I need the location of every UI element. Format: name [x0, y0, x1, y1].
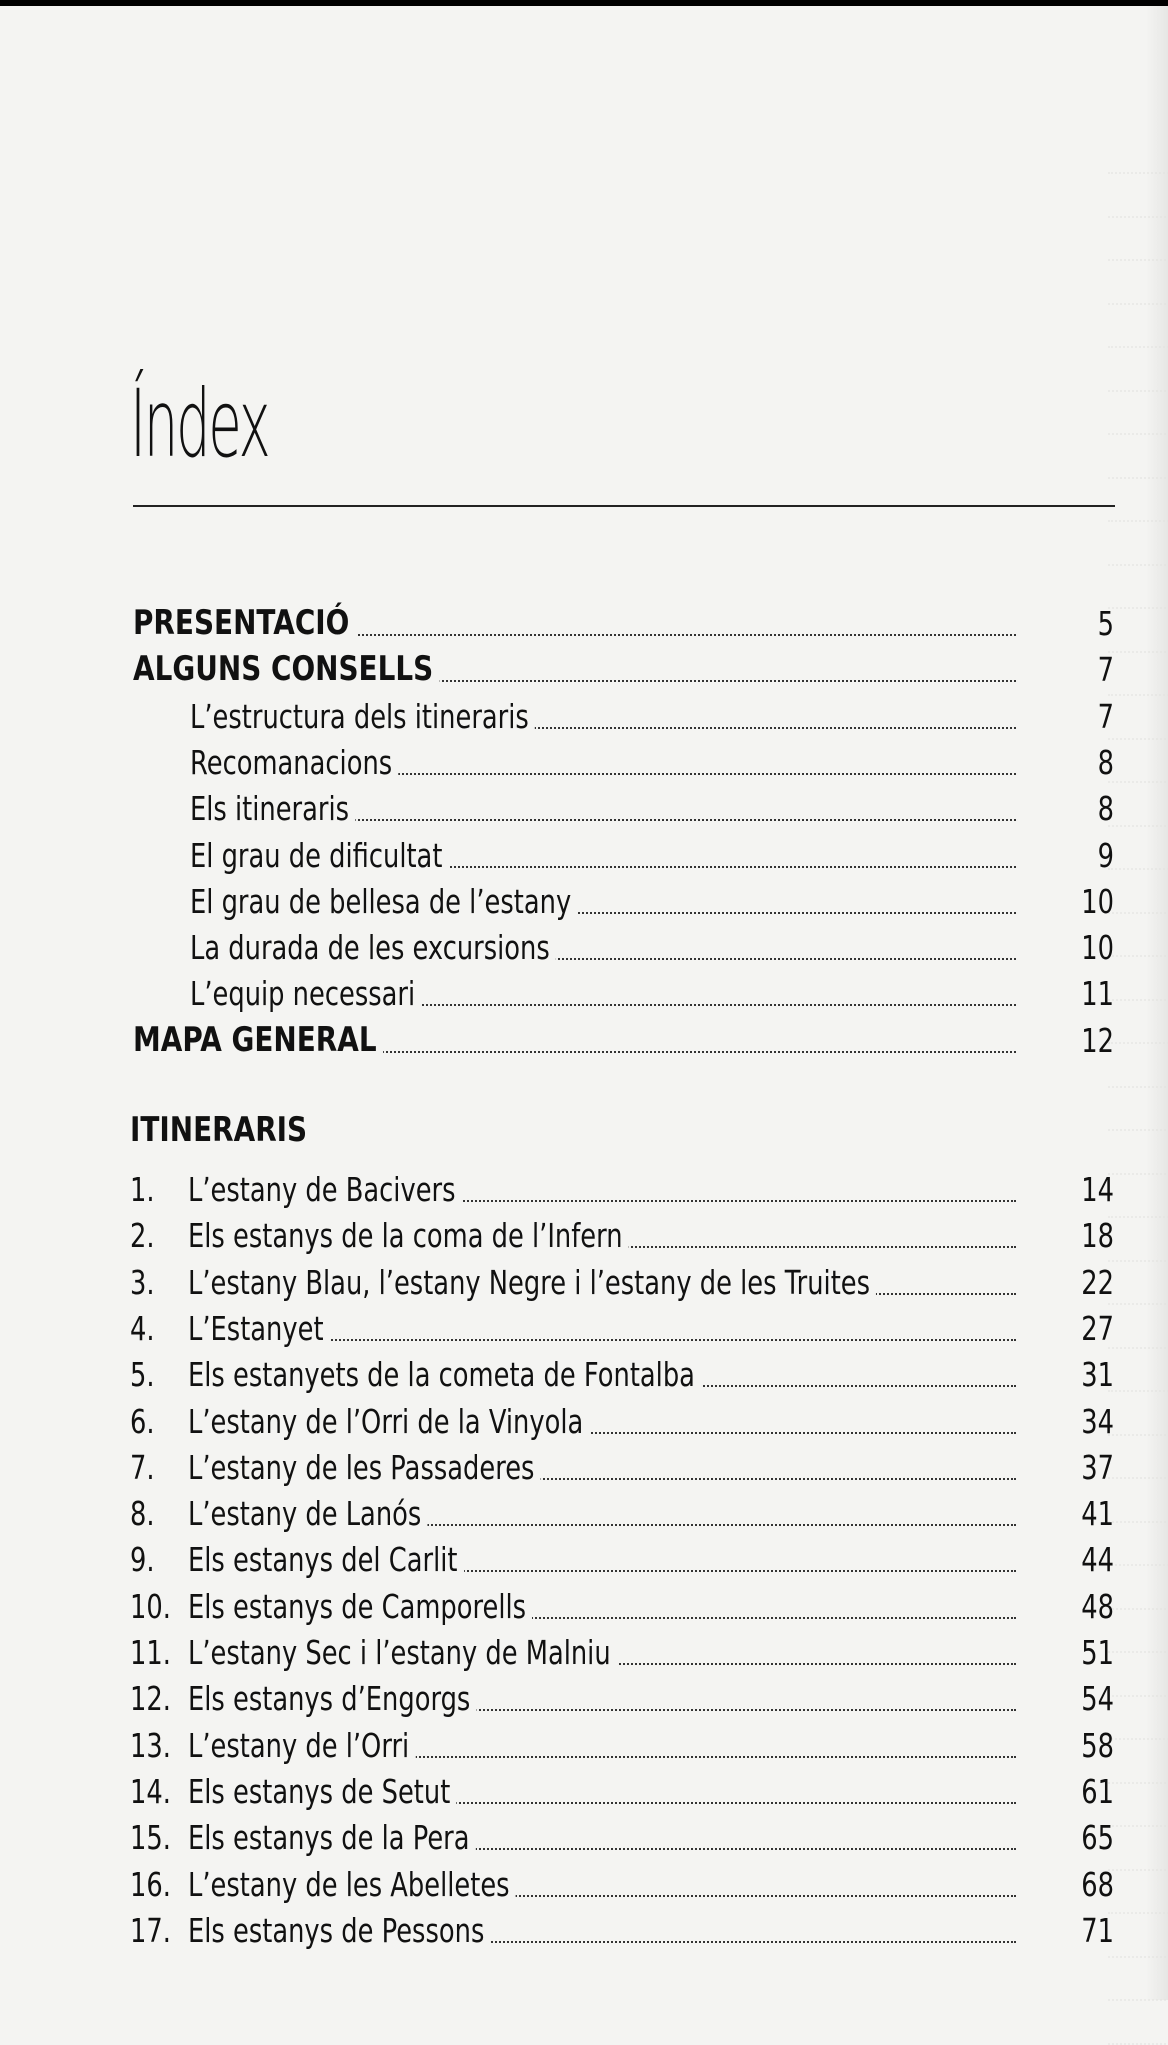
toc-entry[interactable] — [0, 597, 1168, 643]
toc-entry-page: 7 — [1097, 650, 1114, 690]
toc-entry-title: L’estany de l’Orri de la Vinyola — [188, 1403, 589, 1441]
toc-entry-number: 3. — [130, 1262, 155, 1302]
toc-entry-page: 18 — [1081, 1216, 1114, 1256]
toc-entry-title: El grau de bellesa de l’estany — [190, 883, 577, 921]
toc-entry[interactable] — [0, 1209, 1168, 1255]
bleed-through-line — [1108, 1999, 1168, 2045]
toc-entry-number: 12. — [130, 1679, 171, 1719]
toc-entry-number: 11. — [130, 1633, 171, 1672]
toc-entry-page: 7 — [1097, 696, 1114, 736]
toc-entry-title: MAPA GENERAL — [133, 1021, 383, 1060]
toc-entry-number: 2. — [130, 1216, 155, 1256]
toc-entry-title: Els estanyets de la cometa de Fontalba — [188, 1356, 701, 1394]
toc-entry-title: PRESENTACIÓ — [133, 604, 356, 643]
toc-entry[interactable] — [0, 1256, 1168, 1302]
toc-entry-title: Els estanys de Camporells — [188, 1588, 532, 1626]
toc-entry-page: 48 — [1081, 1586, 1114, 1626]
toc-entry-title: L’estany Sec i l’estany de Malniu — [188, 1634, 617, 1672]
toc-entry[interactable] — [0, 1302, 1168, 1348]
toc-entry-page: 27 — [1081, 1308, 1114, 1348]
toc-entry-page: 61 — [1081, 1771, 1114, 1811]
toc-entry-page: 71 — [1081, 1910, 1114, 1950]
toc-entry-title: Els itineraris — [190, 790, 355, 828]
toc-entry[interactable] — [0, 1533, 1168, 1579]
toc-entry-page: 51 — [1081, 1633, 1114, 1672]
section-heading-itineraris: ITINERARIS — [130, 1110, 308, 1150]
toc-entry-title: La durada de les excursions — [190, 929, 556, 967]
toc-entry[interactable] — [0, 1580, 1168, 1626]
toc-entry[interactable] — [0, 1811, 1168, 1857]
toc-entry-page: 5 — [1097, 604, 1114, 643]
toc-entry-title: Recomanacions — [190, 744, 398, 782]
toc-entry-page: 65 — [1081, 1818, 1114, 1858]
toc-entry-page: 22 — [1081, 1262, 1114, 1302]
toc-entry-title: Els estanys de Setut — [188, 1773, 457, 1811]
toc-entry-page: 8 — [1097, 789, 1114, 829]
toc-entry-title: Els estanys de la Pera — [188, 1819, 476, 1857]
toc-entry-title: ALGUNS CONSELLS — [133, 650, 440, 689]
toc-entry-number: 7. — [130, 1447, 155, 1487]
toc-entry[interactable] — [0, 1719, 1168, 1765]
toc-entry-title: L’estany de les Abelletes — [188, 1866, 516, 1904]
toc-entry[interactable] — [0, 643, 1168, 689]
toc-entry[interactable] — [0, 1348, 1168, 1394]
toc-entry[interactable] — [0, 967, 1168, 1013]
toc-entry-title: Els estanys del Carlit — [188, 1541, 464, 1579]
toc-entry-page: 10 — [1081, 928, 1114, 968]
toc-entry[interactable] — [0, 1672, 1168, 1718]
toc-entry-title: L’estany Blau, l’estany Negre i l’estany de les Truites — [188, 1264, 876, 1302]
toc-entry[interactable] — [0, 1163, 1168, 1209]
toc-entry-page: 44 — [1081, 1540, 1114, 1580]
toc-entry[interactable] — [0, 921, 1168, 967]
toc-entry-page: 54 — [1081, 1679, 1114, 1719]
toc-entry-number: 4. — [130, 1308, 155, 1348]
toc-entry[interactable] — [0, 1441, 1168, 1487]
toc-entry-title: L’estany de Bacivers — [188, 1171, 462, 1209]
toc-entry-title: Els estanys de Pessons — [188, 1912, 491, 1950]
toc-entry-number: 1. — [130, 1170, 155, 1209]
toc-entry-title: L’estany de l’Orri — [188, 1727, 415, 1765]
toc-entry-number: 5. — [130, 1355, 155, 1395]
toc-entry[interactable] — [0, 1858, 1168, 1904]
toc-entry-page: 11 — [1081, 974, 1114, 1014]
toc-entry-page: 31 — [1081, 1355, 1114, 1395]
toc-entry[interactable] — [0, 1904, 1168, 1950]
page-title: Índex — [130, 370, 269, 479]
toc-entry-number: 8. — [130, 1494, 155, 1534]
toc-entry[interactable] — [0, 829, 1168, 875]
toc-entry[interactable] — [0, 1395, 1168, 1441]
toc-entry-page: 12 — [1081, 1020, 1114, 1060]
toc-entry-title: L’estany de les Passaderes — [188, 1449, 541, 1487]
toc-entry[interactable] — [0, 690, 1168, 736]
toc-entry-title: Els estanys de la coma de l’Infern — [188, 1217, 629, 1255]
toc-entry-page: 68 — [1081, 1864, 1114, 1904]
toc-entry-number: 6. — [130, 1401, 155, 1441]
toc-entry[interactable] — [0, 875, 1168, 921]
toc-entry-title: El grau de dificultat — [190, 837, 449, 875]
toc-entry-page: 34 — [1081, 1401, 1114, 1441]
toc-entry-title: L’equip necessari — [190, 975, 421, 1013]
toc-entry-title: L’estany de Lanós — [188, 1495, 428, 1533]
toc-entry-number: 10. — [130, 1586, 171, 1626]
toc-entry[interactable] — [0, 736, 1168, 782]
toc-entry-page: 10 — [1081, 881, 1114, 921]
toc-entry-number: 16. — [130, 1864, 171, 1904]
toc-entry-title: L’estructura dels itineraris — [190, 698, 535, 736]
toc-entry[interactable] — [0, 1765, 1168, 1811]
toc-entry-number: 17. — [130, 1910, 171, 1950]
toc-entry-page: 14 — [1081, 1170, 1114, 1209]
toc-entry[interactable] — [0, 782, 1168, 828]
toc-entry-number: 14. — [130, 1771, 171, 1811]
toc-entry-number: 13. — [130, 1725, 171, 1765]
toc-entry[interactable] — [0, 1487, 1168, 1533]
toc-entry-number: 15. — [130, 1818, 171, 1858]
toc-entry-page: 9 — [1097, 835, 1114, 875]
toc-entry[interactable] — [0, 1626, 1168, 1672]
toc-entry[interactable] — [0, 1014, 1168, 1060]
toc-entry-title: L’Estanyet — [188, 1310, 330, 1348]
toc-entry-page: 58 — [1081, 1725, 1114, 1765]
toc-entry-number: 9. — [130, 1540, 155, 1580]
toc-entry-title: Els estanys d’Engorgs — [188, 1680, 477, 1718]
toc-entry-page: 37 — [1081, 1447, 1114, 1487]
toc-entry-page: 8 — [1097, 742, 1114, 782]
toc-entry-page: 41 — [1081, 1494, 1114, 1534]
